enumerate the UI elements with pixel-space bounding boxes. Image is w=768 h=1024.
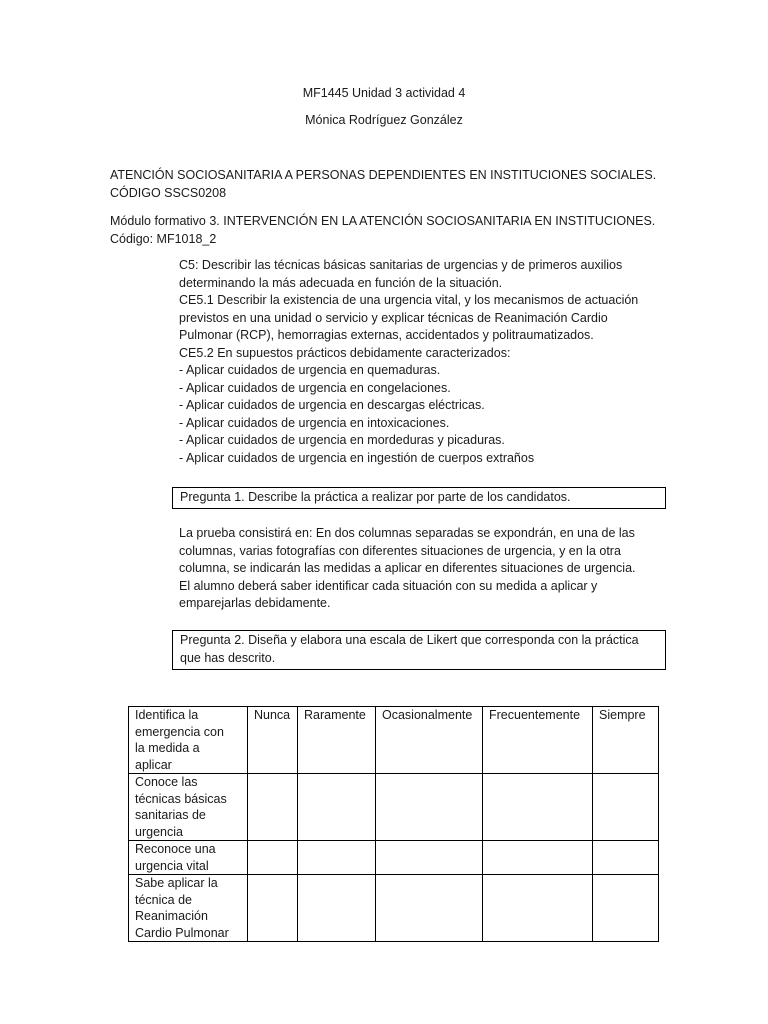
table-cell-item [129, 774, 248, 841]
rating-cell[interactable] [248, 875, 298, 942]
rating-cell[interactable] [483, 841, 593, 875]
module-title: Módulo formativo 3. INTERVENCIÓN EN LA ATENCIÓN SOCIOSANITARIA EN INSTITUCIONES. [110, 214, 656, 228]
criteria-line: C5: Describir las técnicas básicas sanitarias de urgencias y de primeros auxilios [179, 258, 623, 272]
item-text: Sabe aplicar la [135, 876, 218, 890]
course-heading [110, 167, 656, 202]
item-text: técnicas básicas [135, 791, 227, 806]
table-row [129, 707, 659, 774]
item-text: Reanimación [135, 909, 208, 923]
rating-cell[interactable] [483, 875, 593, 942]
item-text: Identifica la [135, 708, 199, 722]
course-title: ATENCIÓN SOCIOSANITARIA A PERSONAS DEPENDIENTES EN INSTITUCIONES SOCIALES. [110, 168, 657, 182]
answer-line: El alumno deberá saber identificar cada situación con su medida a aplicar y [179, 578, 598, 593]
table-cell-item [129, 707, 248, 774]
item-text: Cardio Pulmonar [135, 925, 229, 940]
criteria-line: - Aplicar cuidados de urgencia en ingestión de cuerpos extraños [179, 450, 535, 465]
answer-line: columna, se indicarán las medidas a aplicar en diferentes situaciones de urgencia. [179, 561, 636, 575]
rating-cell[interactable] [376, 875, 483, 942]
answer-line: emparejarlas debidamente. [179, 596, 331, 610]
criteria-line: - Aplicar cuidados de urgencia en congelaciones. [179, 380, 451, 395]
question-2-text: que has descrito. [180, 650, 276, 665]
item-text: emergencia con [135, 724, 224, 739]
item-text: urgencia [135, 824, 183, 839]
answer-line: columnas, varias fotografías con diferentes situaciones de urgencia, y en la otra [179, 543, 621, 558]
criteria-line: - Aplicar cuidados de urgencia en quemaduras. [179, 363, 441, 377]
rating-cell[interactable] [593, 774, 659, 841]
table-cell-item [129, 841, 248, 875]
question-2-text: Pregunta 2. Diseña y elabora una escala de Likert que corresponda con la práctica [180, 633, 639, 647]
column-header-siempre: Siempre [593, 707, 659, 774]
criteria-line: determinando la más adecuada en función de la situación. [179, 275, 503, 290]
course-code: CÓDIGO SSCS0208 [110, 185, 227, 200]
rating-cell[interactable] [248, 841, 298, 875]
item-text: la medida a [135, 741, 200, 755]
rating-cell[interactable] [593, 841, 659, 875]
table-row [129, 875, 659, 942]
table-row [129, 774, 659, 841]
likert-scale-table [128, 706, 659, 942]
rating-cell[interactable] [298, 875, 376, 942]
rating-cell[interactable] [298, 774, 376, 841]
item-text: Conoce las [135, 775, 198, 789]
answer-line: La prueba consistirá en: En dos columnas separadas se expondrán, en una de las [179, 526, 635, 540]
table-cell-item [129, 875, 248, 942]
question-2-box [172, 630, 666, 670]
author-name: Mónica Rodríguez González [305, 113, 463, 127]
criteria-line: CE5.2 En supuestos prácticos debidamente caracterizados: [179, 345, 511, 360]
criteria-line: Pulmonar (RCP), hemorragias externas, accidentados y politraumatizados. [179, 328, 594, 342]
criteria-line: previstos en una unidad o servicio y explicar técnicas de Reanimación Cardio [179, 310, 608, 325]
item-text: urgencia vital [135, 858, 209, 873]
column-header-frecuentemente: Frecuentemente [483, 707, 593, 774]
item-text: Reconoce una [135, 842, 216, 856]
criteria-line: - Aplicar cuidados de urgencia en intoxicaciones. [179, 415, 450, 430]
column-header-raramente: Raramente [298, 707, 376, 774]
rating-cell[interactable] [593, 875, 659, 942]
item-text: aplicar [135, 757, 172, 772]
rating-cell[interactable] [376, 774, 483, 841]
question-1-text: Pregunta 1. Describe la práctica a realizar por parte de los candidatos. [180, 490, 571, 504]
module-code: Código: MF1018_2 [110, 231, 217, 246]
criteria-line: - Aplicar cuidados de urgencia en descargas eléctricas. [179, 398, 485, 412]
question-1-box [172, 487, 666, 509]
answer-1-block [179, 525, 636, 613]
table-row [129, 841, 659, 875]
document-title: MF1445 Unidad 3 actividad 4 [302, 86, 466, 100]
item-text: sanitarias de [135, 808, 206, 822]
rating-cell[interactable] [298, 841, 376, 875]
rating-cell[interactable] [376, 841, 483, 875]
rating-cell[interactable] [248, 774, 298, 841]
item-text: técnica de [135, 892, 192, 907]
criteria-line: - Aplicar cuidados de urgencia en mordeduras y picaduras. [179, 433, 505, 447]
module-heading [110, 213, 655, 248]
column-header-nunca: Nunca [248, 707, 298, 774]
criteria-block [179, 257, 638, 467]
column-header-ocasionalmente: Ocasionalmente [376, 707, 483, 774]
rating-cell[interactable] [483, 774, 593, 841]
criteria-line: CE5.1 Describir la existencia de una urgencia vital, y los mecanismos de actuación [179, 293, 639, 307]
